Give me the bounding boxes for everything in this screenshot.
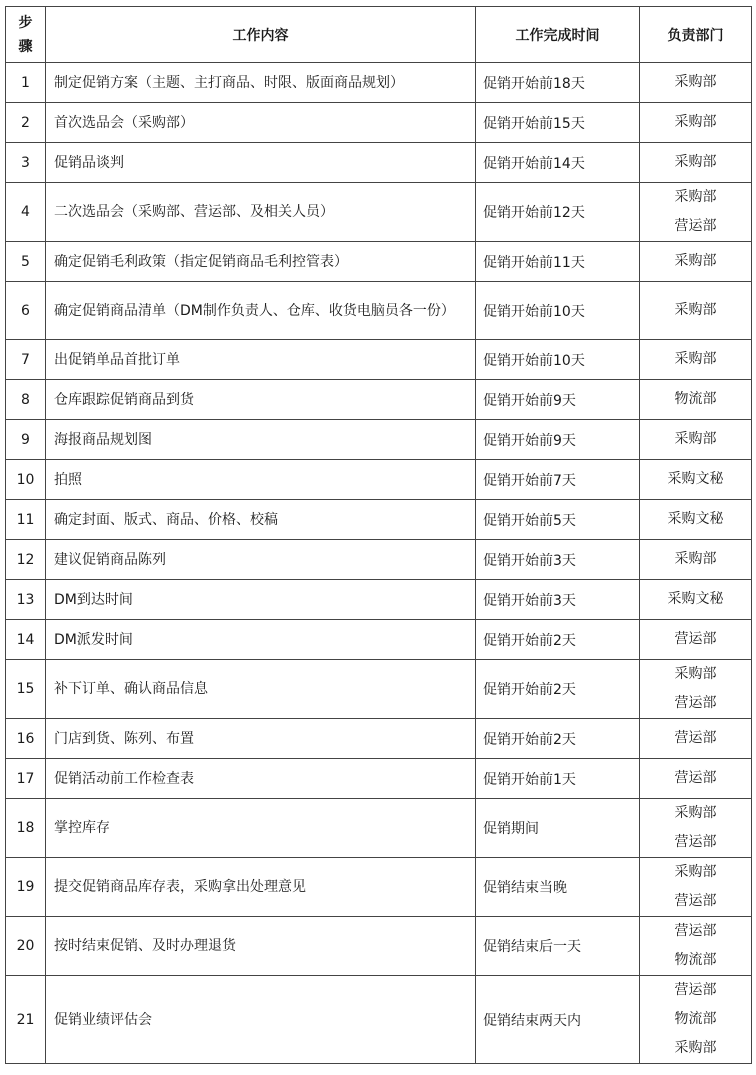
content-cell: 提交促销商品库存表，采购拿出处理意见 [46, 858, 476, 917]
content-cell: 海报商品规划图 [46, 420, 476, 460]
time-cell: 促销开始前9天 [476, 380, 640, 420]
table-row [6, 380, 752, 420]
time-cell: 促销开始前11天 [476, 242, 640, 282]
time-cell: 促销开始前7天 [476, 460, 640, 500]
content-cell: DM到达时间 [46, 580, 476, 620]
dept-name: 物流部 [674, 952, 717, 968]
table-row [6, 103, 752, 143]
content-cell: 确定促销毛利政策（指定促销商品毛利控管表） [46, 242, 476, 282]
time-cell: 促销结束两天内 [476, 976, 640, 1064]
table-row [6, 858, 752, 917]
dept-cell [640, 63, 752, 103]
step-cell: 10 [6, 460, 46, 500]
table-row [6, 420, 752, 460]
dept-cell [640, 858, 752, 917]
header-step [6, 7, 46, 63]
table-row [6, 660, 752, 719]
content-cell: 促销活动前工作检查表 [46, 759, 476, 799]
step-cell: 19 [6, 858, 46, 917]
content-cell: 出促销单品首批订单 [46, 340, 476, 380]
dept-name: 采购部 [674, 864, 717, 880]
step-cell: 8 [6, 380, 46, 420]
content-cell: 二次选品会（采购部、营运部、及相关人员） [46, 183, 476, 242]
step-cell: 21 [6, 976, 46, 1064]
dept-name: 营运部 [674, 218, 717, 234]
step-cell: 17 [6, 759, 46, 799]
dept-cell [640, 976, 752, 1064]
time-cell: 促销结束当晚 [476, 858, 640, 917]
content-cell: 制定促销方案（主题、主打商品、时限、版面商品规划） [46, 63, 476, 103]
table-row [6, 759, 752, 799]
dept-name: 采购部 [674, 1040, 717, 1056]
dept-name: 营运部 [674, 770, 717, 786]
header-time: 工作完成时间 [476, 7, 640, 63]
content-cell: 拍照 [46, 460, 476, 500]
step-cell: 13 [6, 580, 46, 620]
header-step-line1: 步 [18, 14, 33, 31]
table-row [6, 976, 752, 1064]
table-row [6, 620, 752, 660]
table-row [6, 799, 752, 858]
dept-cell [640, 540, 752, 580]
dept-cell [640, 799, 752, 858]
table-row [6, 183, 752, 242]
dept-name: 营运部 [674, 631, 717, 647]
step-cell: 12 [6, 540, 46, 580]
dept-name: 采购部 [674, 189, 717, 205]
dept-cell [640, 500, 752, 540]
dept-cell [640, 719, 752, 759]
time-cell: 促销开始前2天 [476, 719, 640, 759]
dept-cell [640, 580, 752, 620]
dept-name: 营运部 [674, 893, 717, 909]
table-row [6, 500, 752, 540]
dept-name: 物流部 [674, 391, 717, 407]
time-cell: 促销开始前2天 [476, 660, 640, 719]
dept-cell [640, 340, 752, 380]
header-step-line2: 骤 [18, 38, 33, 55]
content-cell: DM派发时间 [46, 620, 476, 660]
dept-name: 采购文秘 [667, 471, 724, 487]
step-cell: 5 [6, 242, 46, 282]
dept-name: 物流部 [674, 1011, 717, 1027]
promotion-schedule [5, 6, 751, 1064]
content-cell: 补下订单、确认商品信息 [46, 660, 476, 719]
table-row [6, 719, 752, 759]
step-cell: 7 [6, 340, 46, 380]
content-cell: 建议促销商品陈列 [46, 540, 476, 580]
dept-name: 营运部 [674, 695, 717, 711]
table-row [6, 282, 752, 340]
table-row [6, 143, 752, 183]
table-row [6, 242, 752, 282]
step-cell: 3 [6, 143, 46, 183]
dept-cell [640, 143, 752, 183]
dept-name: 采购部 [674, 253, 717, 269]
table-row [6, 917, 752, 976]
dept-name: 采购文秘 [667, 511, 724, 527]
table-row [6, 63, 752, 103]
dept-cell [640, 620, 752, 660]
dept-name: 采购部 [674, 154, 717, 170]
time-cell: 促销开始前10天 [476, 340, 640, 380]
time-cell: 促销开始前3天 [476, 540, 640, 580]
dept-name: 采购部 [674, 666, 717, 682]
table-row [6, 580, 752, 620]
time-cell: 促销开始前3天 [476, 580, 640, 620]
time-cell: 促销开始前14天 [476, 143, 640, 183]
time-cell: 促销开始前15天 [476, 103, 640, 143]
step-cell: 11 [6, 500, 46, 540]
dept-name: 采购部 [674, 351, 717, 367]
step-cell: 4 [6, 183, 46, 242]
content-cell: 掌控库存 [46, 799, 476, 858]
dept-name: 采购部 [674, 551, 717, 567]
step-cell: 6 [6, 282, 46, 340]
content-cell: 促销品谈判 [46, 143, 476, 183]
table-row [6, 540, 752, 580]
step-cell: 18 [6, 799, 46, 858]
step-cell: 2 [6, 103, 46, 143]
header-row [6, 7, 752, 63]
dept-name: 采购部 [674, 302, 717, 318]
dept-name: 营运部 [674, 923, 717, 939]
dept-cell [640, 183, 752, 242]
step-cell: 1 [6, 63, 46, 103]
dept-cell [640, 660, 752, 719]
step-cell: 16 [6, 719, 46, 759]
content-cell: 门店到货、陈列、布置 [46, 719, 476, 759]
step-cell: 14 [6, 620, 46, 660]
content-cell: 确定促销商品清单（DM制作负责人、仓库、收货电脑员各一份） [46, 282, 476, 340]
time-cell: 促销开始前9天 [476, 420, 640, 460]
dept-name: 采购部 [674, 431, 717, 447]
promotion-schedule-table [5, 6, 752, 1064]
time-cell: 促销期间 [476, 799, 640, 858]
content-cell: 促销业绩评估会 [46, 976, 476, 1064]
dept-name: 采购文秘 [667, 591, 724, 607]
dept-cell [640, 420, 752, 460]
content-cell: 首次选品会（采购部） [46, 103, 476, 143]
time-cell: 促销开始前18天 [476, 63, 640, 103]
dept-cell [640, 242, 752, 282]
time-cell: 促销结束后一天 [476, 917, 640, 976]
dept-cell [640, 917, 752, 976]
dept-name: 采购部 [674, 74, 717, 90]
dept-name: 营运部 [674, 730, 717, 746]
time-cell: 促销开始前12天 [476, 183, 640, 242]
content-cell: 仓库跟踪促销商品到货 [46, 380, 476, 420]
table-row [6, 340, 752, 380]
header-dept: 负责部门 [640, 7, 752, 63]
time-cell: 促销开始前2天 [476, 620, 640, 660]
dept-name: 采购部 [674, 805, 717, 821]
step-cell: 20 [6, 917, 46, 976]
step-cell: 15 [6, 660, 46, 719]
content-cell: 确定封面、版式、商品、价格、校稿 [46, 500, 476, 540]
dept-cell [640, 103, 752, 143]
dept-cell [640, 380, 752, 420]
content-cell: 按时结束促销、及时办理退货 [46, 917, 476, 976]
time-cell: 促销开始前1天 [476, 759, 640, 799]
time-cell: 促销开始前10天 [476, 282, 640, 340]
dept-cell [640, 460, 752, 500]
table-row [6, 460, 752, 500]
dept-name: 营运部 [674, 834, 717, 850]
time-cell: 促销开始前5天 [476, 500, 640, 540]
dept-cell [640, 759, 752, 799]
dept-cell [640, 282, 752, 340]
step-cell: 9 [6, 420, 46, 460]
header-content: 工作内容 [46, 7, 476, 63]
dept-name: 营运部 [674, 982, 717, 998]
dept-name: 采购部 [674, 114, 717, 130]
